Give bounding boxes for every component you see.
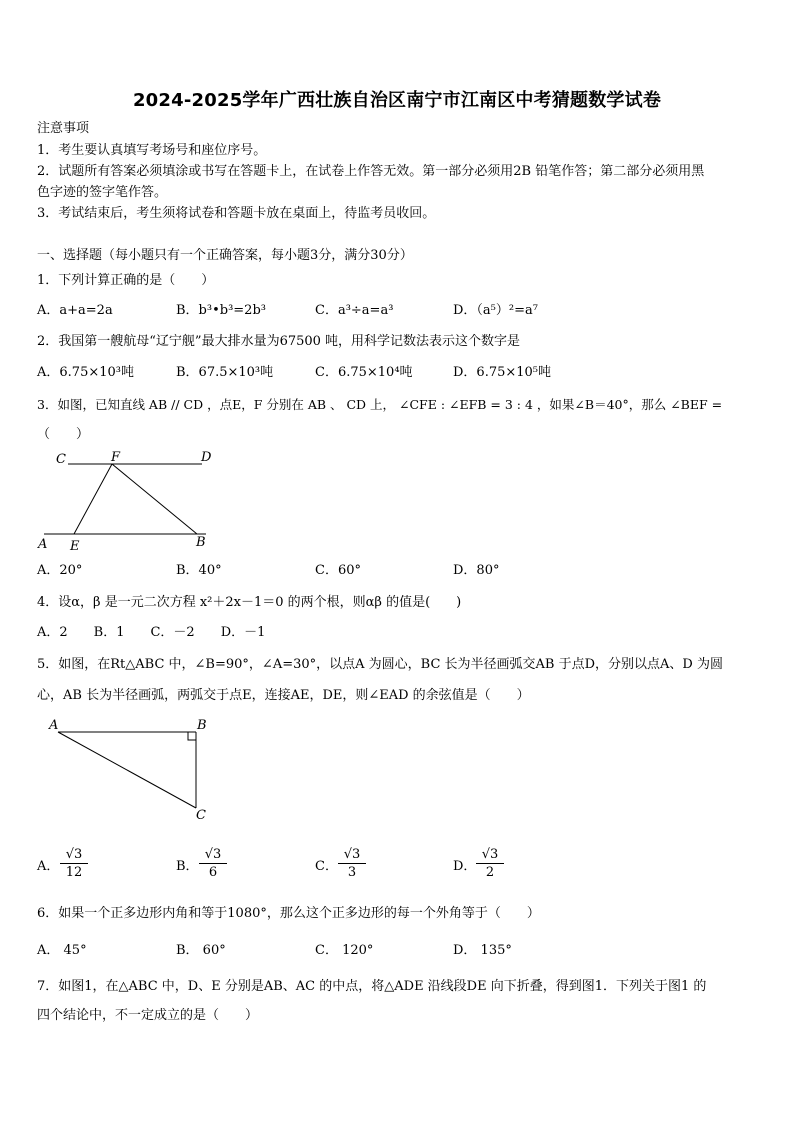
question-5-stem: 5．如图，在Rt△ABC 中，∠B=90°，∠A=30°，以点A 为圆心，BC 长为半径画弧交AB 于点D，分别以点A、D 为圆 xyxy=(37,657,723,672)
page-title: 2024-2025学年广西壮族自治区南宁市江南区中考猜题数学试卷 xyxy=(132,90,662,111)
q4-options[interactable]: A．2 B．1 C．－2 D．－1 xyxy=(37,625,266,640)
fraction-numerator: √3 xyxy=(199,847,227,864)
q3-option-c[interactable]: C．60° xyxy=(315,563,361,578)
q5-option-a[interactable]: A． xyxy=(37,859,60,874)
question-3-stem-cont: （ ） xyxy=(37,427,90,442)
fraction-numerator: √3 xyxy=(338,847,366,864)
question-1-stem: 1．下列计算正确的是（ ） xyxy=(37,273,215,288)
q5-option-d-fraction xyxy=(476,847,504,880)
q2-option-a[interactable]: A．6.75×10³吨 xyxy=(37,365,134,380)
q2-option-b[interactable]: B．67.5×10³吨 xyxy=(176,365,274,380)
q3-option-d[interactable]: D．80° xyxy=(453,563,500,578)
question-3-stem: 3．如图，已知直线 AB // CD ，点E，F 分别在 AB 、 CD 上， ∠CFE : ∠EFB = 3 : 4 ，如果∠B＝40°，那么 ∠BEF = xyxy=(37,397,723,412)
question-6-stem: 6．如果一个正多边形内角和等于1080°，那么这个正多边形的每一个外角等于（ ） xyxy=(37,906,540,921)
notice-item-3: 3．考试结束后，考生须将试卷和答题卡放在桌面上，待监考员收回。 xyxy=(37,206,436,221)
segment-ac xyxy=(58,732,196,808)
q1-option-a[interactable]: A．a+a=2a xyxy=(37,303,113,318)
q3-label-b: B xyxy=(196,535,206,550)
q3-label-f: F xyxy=(111,450,121,465)
q3-label-a: A xyxy=(38,537,48,552)
q6-option-b[interactable]: B． 60° xyxy=(176,943,226,958)
q5-option-c[interactable]: C． xyxy=(315,859,338,874)
fraction-denominator: 12 xyxy=(65,865,83,880)
q3-label-e: E xyxy=(70,539,80,554)
fraction-numerator: √3 xyxy=(60,847,88,864)
fraction-numerator: √3 xyxy=(476,847,504,864)
right-angle-mark xyxy=(188,732,196,740)
q5-option-b-fraction xyxy=(199,847,227,880)
question-5-stem-cont: 心，AB 长为半径画弧，两弧交于点E，连接AE，DE，则∠EAD 的余弦值是（ ） xyxy=(37,688,530,703)
q1-option-c[interactable]: C．a³÷a=a³ xyxy=(315,303,394,318)
q5-label-b: B xyxy=(197,718,207,733)
q3-label-d: D xyxy=(201,450,212,465)
q6-option-c[interactable]: C． 120° xyxy=(315,943,374,958)
fraction-denominator: 3 xyxy=(347,865,357,880)
q3-option-a[interactable]: A．20° xyxy=(37,563,83,578)
q3-option-b[interactable]: B．40° xyxy=(176,563,222,578)
question-2-stem: 2．我国第一艘航母“辽宁舰”最大排水量为67500 吨，用科学记数法表示这个数字是 xyxy=(37,334,521,349)
question-7-stem-cont: 四个结论中，不一定成立的是（ ） xyxy=(37,1008,259,1023)
q5-option-a-fraction xyxy=(60,847,88,880)
q6-option-d[interactable]: D． 135° xyxy=(453,943,512,958)
notice-item-2-cont: 色字迹的签字笔作答。 xyxy=(37,185,168,200)
question-4-stem: 4．设α，β 是一元二次方程 x²＋2x－1＝0 的两个根，则αβ 的值是( ) xyxy=(37,595,462,610)
q5-option-d[interactable]: D． xyxy=(453,859,477,874)
q3-label-c: C xyxy=(56,452,66,467)
q5-option-b[interactable]: B． xyxy=(176,859,199,874)
q5-label-a: A xyxy=(49,718,59,733)
q2-option-d[interactable]: D．6.75×10⁵吨 xyxy=(453,365,552,380)
question-7-stem: 7．如图1，在△ABC 中，D、E 分别是AB、AC 的中点，将△ADE 沿线段DE 向下折叠，得到图1．下列关于图1 的 xyxy=(37,979,707,994)
q6-option-a[interactable]: A． 45° xyxy=(37,943,87,958)
q1-option-d[interactable]: D．（a⁵）²=a⁷ xyxy=(453,303,538,318)
q5-label-c: C xyxy=(196,808,206,823)
notice-heading: 注意事项 xyxy=(37,121,90,136)
section-heading: 一、选择题（每小题只有一个正确答案，每小题3分，满分30分） xyxy=(37,248,413,263)
q1-option-b[interactable]: B．b³•b³=2b³ xyxy=(176,303,266,318)
q5-option-c-fraction xyxy=(338,847,366,880)
fraction-denominator: 6 xyxy=(208,865,218,880)
fraction-denominator: 2 xyxy=(485,865,495,880)
notice-item-2: 2．试题所有答案必须填涂或书写在答题卡上，在试卷上作答无效。第一部分必须用2B 铅笔作答；第二部分必须用黑 xyxy=(37,164,705,179)
notice-item-1: 1．考生要认真填写考场号和座位序号。 xyxy=(37,143,267,158)
q2-option-c[interactable]: C．6.75×10⁴吨 xyxy=(315,365,413,380)
